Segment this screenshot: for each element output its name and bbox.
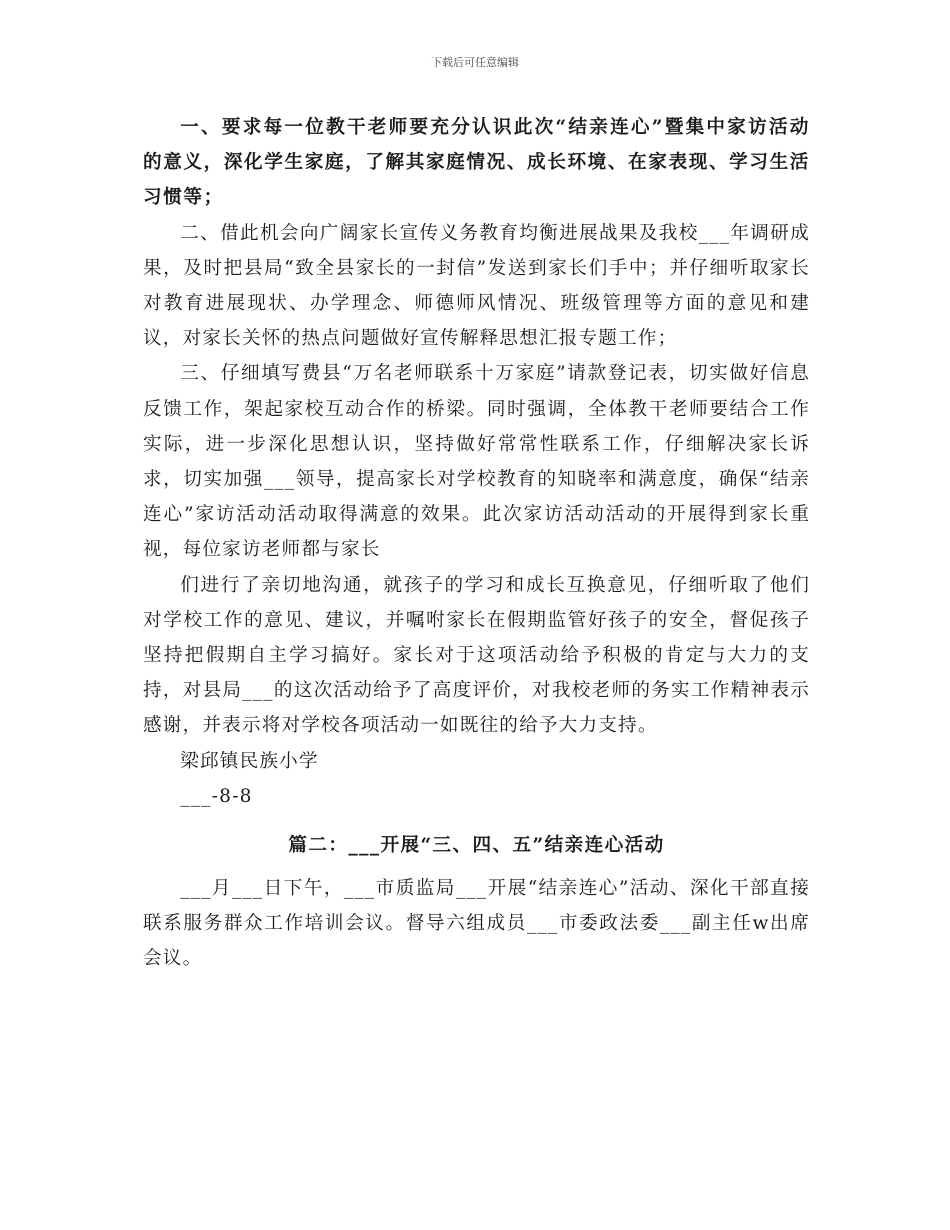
signature-school: 梁邱镇民族小学	[180, 750, 319, 772]
paragraph-requirement-1: 一、要求每一位教干老师要充分认识此次“结亲连心”暨集中家访活动的意义，深化学生家庭，了解其家庭情况、成长环境、在家表现、学习生活习惯等；	[143, 117, 810, 209]
paragraph-requirement-3: 三、仔细填写费县“万名老师联系十万家庭”请款登记表，切实做好信息反馈工作，架起家校互动合作的桥梁。同时强调，全体教干老师要结合工作实际，进一步深化思想认识，坚持做好常常性联系工作，仔细解决家长诉求，切实加强___领导，提高家长对学校教育的知晓率和满意度，确保“结亲连心”家访活动活动取得满意的效果。此次家访活动活动的开展得到家长重视，每位家访老师都与家长	[143, 363, 810, 561]
section-heading: 篇二：___开展“三、四、五”结亲连心活动	[288, 835, 665, 857]
header-note: 下载后可任意编辑	[431, 56, 519, 69]
paragraph-meeting: ___月___日下午，___市质监局___开展“结亲连心”活动、深化干部直接联系服务群众工作培训会议。督导六组成员___市委政法委___副主任w出席会议。	[143, 878, 810, 970]
signature-date: ___-8-8	[180, 785, 253, 807]
paragraph-parent-feedback: 们进行了亲切地沟通，就孩子的学习和成长互换意见，仔细听取了他们对学校工作的意见、建议，并嘱咐家长在假期监管好孩子的安全，督促孩子坚持把假期自主学习搞好。家长对于这项活动给予积极的肯定与大力的支持，对县局___的这次活动给予了高度评价，对我校老师的务实工作精神表示感谢，并表示将对学校各项活动一如既往的给予大力支持。	[143, 574, 810, 737]
document-body	[143, 110, 810, 977]
paragraph-requirement-2: 二、借此机会向广阔家长宣传义务教育均衡进展战果及我校___年调研成果，及时把县局“致全县家长的一封信”发送到家长们手中；并仔细听取家长对教育进展现状、办学理念、师德师风情况、班级管理等方面的意见和建议，对家长关怀的热点问题做好宣传解释思想汇报专题工作；	[143, 222, 810, 350]
